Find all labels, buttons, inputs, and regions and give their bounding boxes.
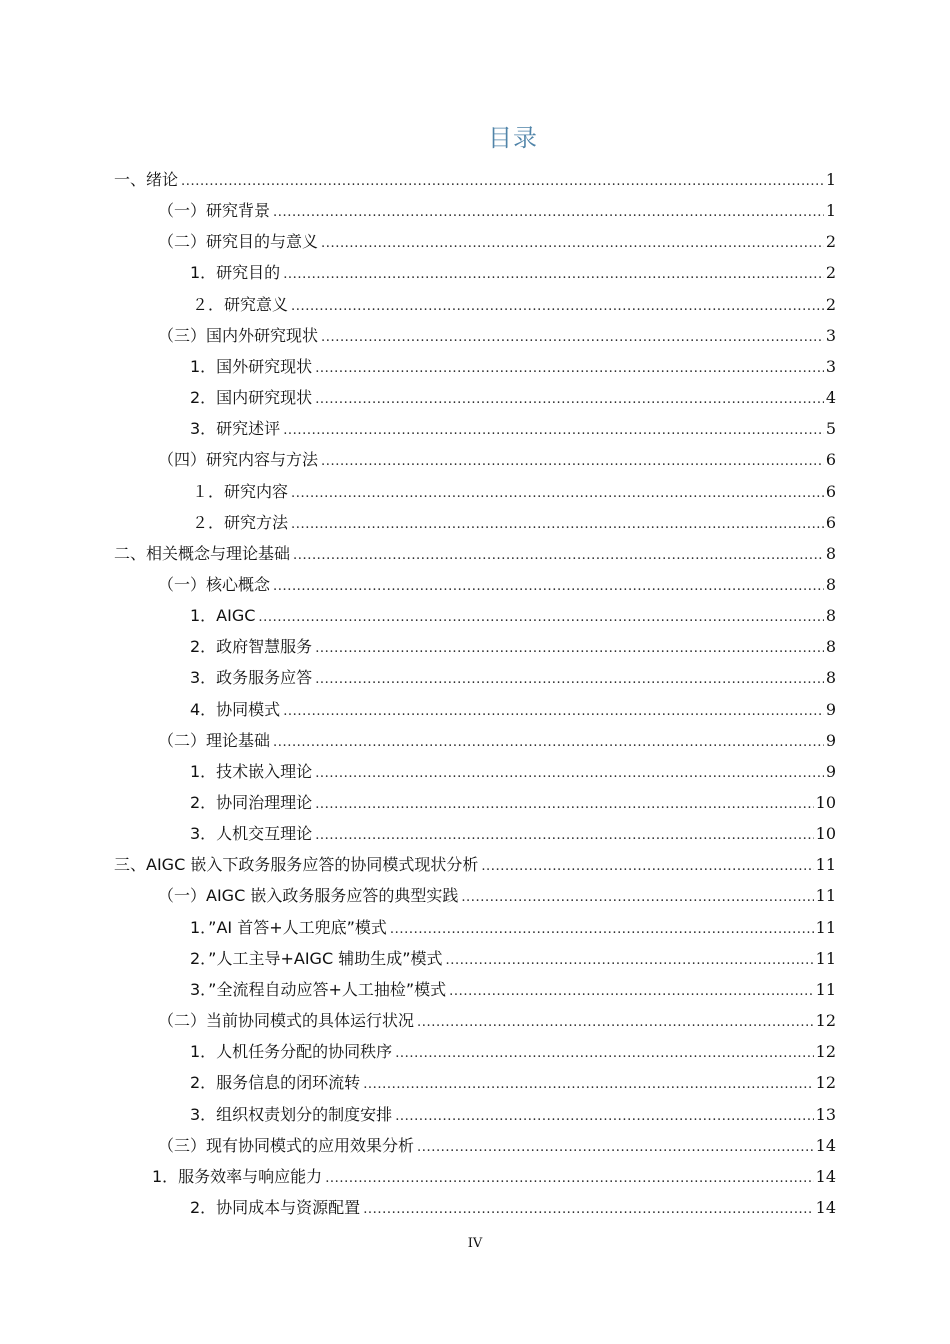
toc-entry-page: 3	[825, 356, 836, 376]
toc-entry-label: 1．研究目的	[190, 263, 281, 283]
toc-entry-label: １．研究内容	[192, 481, 289, 501]
toc-entry-page: 11	[815, 886, 836, 906]
toc-entry-page: 2	[825, 232, 836, 252]
page-number: IV	[467, 1236, 483, 1251]
toc-entry[interactable]	[190, 631, 836, 662]
toc-entry[interactable]	[190, 257, 836, 288]
toc-leader-dots	[390, 912, 814, 943]
toc-entry-page: 10	[815, 824, 836, 844]
toc-entry-label: 一、绪论	[114, 170, 179, 189]
toc-leader-dots	[315, 351, 824, 382]
toc-entry-label: （二）当前协同模式的具体运行状况	[158, 1011, 415, 1031]
toc-leader-dots	[273, 569, 824, 600]
toc-leader-dots	[283, 694, 824, 725]
toc-entry[interactable]	[192, 476, 836, 507]
toc-entry[interactable]	[158, 1005, 836, 1036]
toc-entry-label: 1．国外研究现状	[190, 356, 313, 376]
toc-entry-page: 2	[825, 263, 836, 283]
toc-leader-dots	[273, 725, 824, 756]
toc-entry-page: 9	[825, 699, 836, 719]
toc-leader-dots	[283, 413, 824, 444]
toc-entry-page: 11	[815, 855, 836, 875]
toc-entry-label: 2．”人工主导+AIGC 辅助生成”模式	[190, 948, 443, 968]
toc-entry-page: 3	[825, 325, 836, 345]
toc-entry[interactable]	[190, 974, 836, 1005]
toc-entry[interactable]	[190, 1036, 836, 1067]
toc-entry-label: 2．服务信息的闭环流转	[190, 1073, 361, 1093]
toc-entry-label: （二）理论基础	[158, 730, 271, 750]
toc-entry-page: 5	[825, 419, 836, 439]
toc-entry[interactable]	[190, 912, 836, 943]
toc-entry[interactable]	[192, 507, 836, 538]
toc-entry-page: 9	[825, 730, 836, 750]
toc-entry-page: 11	[815, 979, 836, 999]
toc-entry[interactable]	[114, 849, 836, 880]
toc-entry[interactable]	[152, 1161, 836, 1192]
toc-entry-label: 2．协同治理理论	[190, 793, 313, 812]
toc-entry[interactable]	[190, 413, 836, 444]
toc-entry-page: 8	[825, 543, 836, 563]
toc-entry-label: 1．服务效率与响应能力	[152, 1166, 323, 1186]
toc-leader-dots	[321, 320, 824, 351]
toc-entry-label: （四）研究内容与方法	[158, 450, 319, 470]
toc-entry-label: （三）现有协同模式的应用效果分析	[158, 1135, 415, 1155]
toc-entry-label: 3．研究述评	[190, 419, 281, 439]
toc-entry-page: 12	[815, 1011, 836, 1031]
toc-leader-dots	[181, 164, 824, 195]
toc-leader-dots	[446, 943, 814, 974]
toc-entry-label: 3．”全流程自动应答+人工抽检”模式	[190, 979, 447, 999]
toc-entry-page: 8	[825, 574, 836, 594]
toc-entry-label: （二）研究目的与意义	[158, 232, 319, 252]
toc-entry[interactable]	[158, 226, 836, 257]
toc-entry-page: 8	[825, 668, 836, 688]
toc-leader-dots	[395, 1099, 813, 1130]
toc-entry-label: （一）研究背景	[158, 201, 271, 221]
toc-entry[interactable]	[190, 382, 836, 413]
toc-leader-dots	[417, 1130, 814, 1161]
toc-entry[interactable]	[190, 756, 836, 787]
toc-entry-page: 6	[825, 512, 836, 532]
toc-entry[interactable]	[158, 569, 836, 600]
toc-entry[interactable]	[190, 600, 836, 631]
toc-leader-dots	[315, 756, 824, 787]
toc-entry-label: ２．研究方法	[192, 512, 289, 532]
toc-entry-page: 12	[815, 1073, 836, 1093]
toc-leader-dots	[291, 476, 824, 507]
toc-leader-dots	[291, 289, 824, 320]
toc-leader-dots	[363, 1192, 813, 1223]
toc-entry-label: 2．政府智慧服务	[190, 637, 313, 657]
toc-entry-page: 14	[815, 1135, 836, 1155]
toc-entry-page: 8	[825, 606, 836, 626]
toc-entry-page: 11	[815, 948, 836, 968]
toc-entry[interactable]	[190, 351, 836, 382]
toc-entry-page: 4	[825, 388, 836, 408]
toc-entry-label: 1．人机任务分配的协同秩序	[190, 1042, 393, 1062]
toc-entry-page: 6	[825, 481, 836, 501]
toc-leader-dots	[315, 662, 824, 693]
toc-entry[interactable]	[190, 694, 836, 725]
toc-entry-label: （一）核心概念	[158, 574, 271, 594]
toc-entry-page: 9	[825, 761, 836, 781]
toc-entry-label: （一）AIGC 嵌入政务服务应答的典型实践	[158, 886, 459, 906]
toc-leader-dots	[325, 1161, 813, 1192]
toc-leader-dots	[283, 257, 824, 288]
toc-leader-dots	[461, 880, 813, 911]
toc-leader-dots	[273, 195, 824, 226]
toc-entry-label: 2．协同成本与资源配置	[190, 1197, 361, 1217]
toc-entry-label: 2．国内研究现状	[190, 388, 313, 408]
toc-leader-dots	[395, 1036, 813, 1067]
toc-leader-dots	[321, 444, 824, 475]
toc-entry[interactable]	[158, 444, 836, 475]
toc-entry[interactable]	[158, 320, 836, 351]
toc-entry[interactable]	[190, 662, 836, 693]
toc-entry-label: 1．技术嵌入理论	[190, 761, 313, 781]
toc-leader-dots	[315, 631, 824, 662]
toc-entry-label: （三）国内外研究现状	[158, 325, 319, 345]
toc-entry-page: 10	[815, 793, 836, 812]
toc-entry-label: 4．协同模式	[190, 699, 281, 719]
toc-entry-label: 3．组织权责划分的制度安排	[190, 1104, 393, 1124]
toc-entry-page: 1	[825, 201, 836, 221]
toc-entry[interactable]	[190, 1192, 836, 1223]
toc-entry-page: 11	[815, 917, 836, 937]
toc-entry-page: 8	[825, 637, 836, 657]
toc-leader-dots	[321, 226, 824, 257]
toc-leader-dots	[449, 974, 813, 1005]
toc-leader-dots	[481, 849, 813, 880]
toc-entry[interactable]	[190, 1099, 836, 1130]
toc-entry-label: 3．政务服务应答	[190, 668, 313, 688]
toc-entry-label: 二、相关概念与理论基础	[114, 543, 291, 563]
toc-entry-label: 1．AIGC	[190, 606, 256, 626]
toc-leader-dots	[417, 1005, 814, 1036]
toc-entry[interactable]	[190, 1067, 836, 1098]
toc-entry-page: 14	[815, 1197, 836, 1217]
toc-leader-dots	[315, 818, 813, 849]
toc-entry[interactable]	[158, 725, 836, 756]
toc-entry[interactable]	[114, 164, 836, 195]
toc-entry-page: 13	[815, 1104, 836, 1124]
toc-entry[interactable]	[158, 195, 836, 226]
toc-entry-page: 6	[825, 450, 836, 470]
toc-leader-dots	[258, 600, 823, 631]
toc-entry-page: 2	[825, 294, 836, 314]
toc-leader-dots	[315, 382, 824, 413]
toc-entry-label: 3．人机交互理论	[190, 824, 313, 844]
toc-entry[interactable]	[158, 880, 836, 911]
toc-entry[interactable]	[190, 943, 836, 974]
toc-entry-label: ２．研究意义	[192, 294, 289, 314]
toc-entry[interactable]	[190, 818, 836, 849]
toc-entry[interactable]	[158, 1130, 836, 1161]
toc-leader-dots	[291, 507, 824, 538]
toc-entry-page: 12	[815, 1042, 836, 1062]
toc-leader-dots	[363, 1067, 813, 1098]
toc-entry[interactable]	[192, 289, 836, 320]
toc-entry-page: 14	[815, 1166, 836, 1186]
toc-leader-dots	[315, 787, 813, 818]
toc-entry-label: 三、AIGC 嵌入下政务服务应答的协同模式现状分析	[114, 855, 479, 875]
toc-entry-page: 1	[825, 170, 836, 189]
toc-leader-dots	[293, 538, 824, 569]
toc-entry-label: 1．”AI 首答+人工兜底”模式	[190, 917, 387, 937]
toc-entry[interactable]	[114, 538, 836, 569]
toc-entry[interactable]	[190, 787, 836, 818]
toc-title: 目录	[488, 124, 538, 152]
